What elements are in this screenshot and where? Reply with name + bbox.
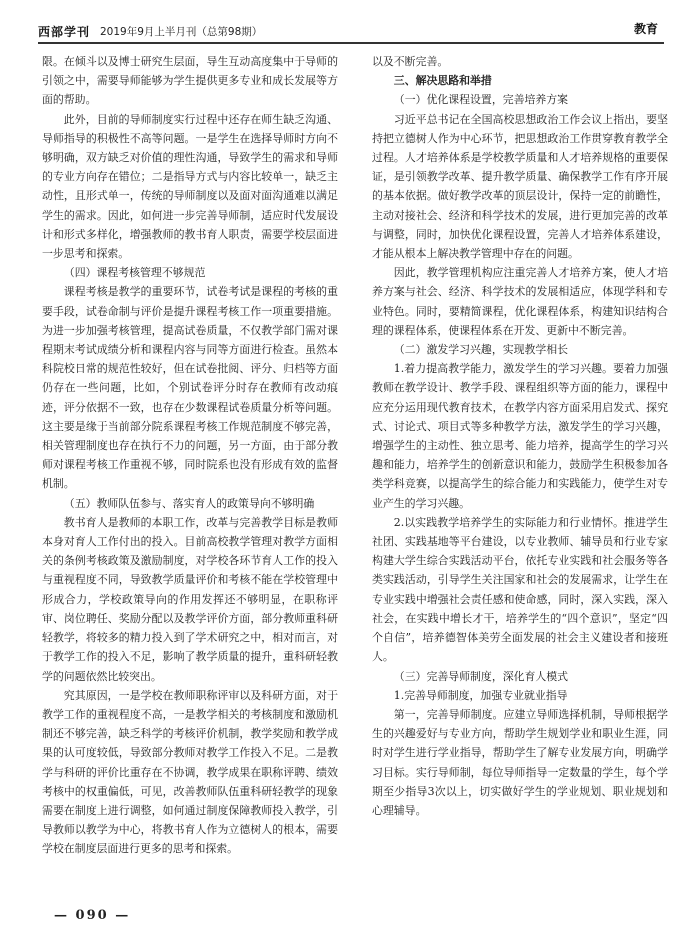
section-heading: 三、解决思路和举措 <box>393 74 492 88</box>
section-heading: （四）课程考核管理不够规范 <box>63 266 206 280</box>
header-rule <box>38 42 664 44</box>
journal-logo: 西部学刊 <box>38 25 91 39</box>
paragraph: 因此，教学管理机构应注重完善人才培养方案，使人才培养方案与社会、经济、科学技术的发展相适应，体现学科和专业特色。同时，要精简课程，优化课程体系，构建知识结构合理的课程体系，使课程体系在开发、更新中不断完善。 <box>372 266 668 337</box>
paragraph: 习近平总书记在全国高校思想政治工作会议上指出，要坚持把立德树人作为中心环节，把思想政治工作贯穿教育教学全过程。人才培养体系是学校教学质量和人才培养规格的重要保证，是引领教学改革、提升教学质量、确保教学工作有序开展的基本依据。做好教学改革的顶层设计，保持一定的前瞻性，主动对接社会、经济和科学技术的发展，进行更加完善的改革与调整，同时，加快优化课程设置，完善人才培养体系建设，才能从根本上解决教学管理中存在的问题。 <box>372 112 668 261</box>
paragraph: 此外，目前的导师制度实行过程中还存在师生缺乏沟通、导师指导的积极性不高等问题。一是学生在选择导师时方向不够明确，双方缺乏对价值的理性沟通，导致学生的需求和导师的专业方向存在错位；二是指导方式与内容比较单一，缺乏主动性，且形式单一，传统的导师制度以及面对面沟通难以满足学生的需求。因此，如何进一步完善导师制，适应时代发展设计和形式多样化，增强教师的教书育人职责，需要学校层面进一步思考和探索。 <box>42 112 338 261</box>
section-tag: 教育 <box>633 22 658 36</box>
page-header <box>38 14 664 44</box>
paragraph: 1.完善导师制度，加强专业就业指导 <box>393 688 568 702</box>
section-heading: （五）教师队伍参与、落实育人的政策导向不够明确 <box>63 496 315 510</box>
section-heading: （二）激发学习兴趣，实现教学相长 <box>393 343 569 357</box>
paragraph: 2.以实践教学培养学生的实际能力和行业情怀。推进学生社团、实践基地等平台建设，以专业教师、辅导员和行业专家构建大学生综合实践活动平台，依托专业实践和社会服务等各类实践活动，引导学生关注国家和社会的发展需求，让学生在专业实践中增强社会责任感和使命感，同时，深入实践，深入社会，在实践中增长才干，培养学生的“四个意识”，坚定“四个自信”，培养德智体美劳全面发展的社会主义建设者和接班人。 <box>372 515 668 664</box>
left-column <box>42 52 338 859</box>
paragraph: 1.着力提高教学能力，激发学生的学习兴趣。要着力加强教师在教学设计、教学手段、课程组织等方面的能力，课程中应充分运用现代教育技术，在教学内容方面采用启发式、探究式、讨论式、项目式等多种教学方法，激发学生的学习兴趣，增强学生的主动性、独立思考、能力培养，提高学生的学习兴趣和能力，培养学生的创新意识和能力，鼓励学生积极参加各类学科竞赛，以提高学生的综合能力和实践能力，使学生对专业产生的学习兴趣。 <box>372 362 668 510</box>
paragraph: 限。在倾斗以及博士研究生层面，导生互动高度集中于导师的引领之中，需要导师能够为学生提供更多专业和成长发展等方面的帮助。 <box>42 55 338 107</box>
paragraph: 第一，完善导师制度。应建立导师选择机制，导师根据学生的兴趣爱好与专业方向，帮助学生规划学业和职业生涯，同时对学生进行学业指导，帮助学生了解专业发展方向，明确学习目标。实行导师制，每位导师指导一定数量的学生，每个学期至少指导3次以上，切实做好学生的学业规划、职业规划和心理辅导。 <box>372 707 668 817</box>
paragraph: 究其原因，一是学校在教师职称评审以及科研方面，对于教学工作的重视程度不高，一是教学相关的考核制度和激励机制还不够完善，缺乏科学的考核评价机制，教学奖励和教学成果的认可度较低，导致部分教师对教学工作投入不足。二是教学与科研的评价比重存在不协调，教学成果在职称评聘、绩效考核中的权重偏低，可见，改善教师队伍重科研轻教学的现象需要在制度上进行调整，如何通过制度保障教师投入教学，引导教师以教学为中心，将教书育人作为立德树人的根本，需要学校在制度层面进行更多的思考和探索。 <box>42 688 338 856</box>
section-heading: （三）完善导师制度，深化育人模式 <box>393 669 569 683</box>
paragraph: 以及不断完善。 <box>372 55 449 68</box>
paragraph: 教书育人是教师的本职工作，改革与完善教学目标是教师本身对育人工作付出的投入。目前高校教学管理对教学方面相关的条例考核政策及激励制度，对学校各环节育人工作的投入与重视程度不同，导致教学质量评价和考核不能在学校管理中形成合力，学校政策导向的作用发挥还不够明显，在职称评审、岗位聘任、奖励分配以及教学评价方面，部分教师重科研轻教学，将较多的精力投入到了学术研究之中，相对而言，对于教学工作的投入不足，影响了教学质量的提升，重科研轻教学的问题依然比较突出。 <box>42 515 338 683</box>
paragraph: 课程考核是教学的重要环节，试卷考试是课程的考核的重要手段，试卷命制与评价是提升课程考核工作一项重要措施。为进一步加强考核管理，提高试卷质量，不仅教学部门需对课程期末考试成绩分析和课程内容与同等方面进行检查。虽然本科院校日常的规范性较好，但在试卷批阅、评分、归档等方面仍存在一些问题，比如，个别试卷评分时存在教师有改动痕迹，评分依据不一致，也存在少数课程试卷质量分析等问题。这主要是缘于当前部分院系课程考核工作规范制度不够完善，相关管理制度也存在执行不力的问题，另一方面，由于部分教师对课程考核工作重视不够，同时院系也没有形成有效的监督机制。 <box>42 285 338 491</box>
page-number: — 090 — <box>54 908 131 923</box>
right-column <box>372 52 668 820</box>
issue-info: 2019年9月上半月刊（总第98期） <box>100 26 263 38</box>
section-heading: （一）优化课程设置，完善培养方案 <box>393 93 569 107</box>
